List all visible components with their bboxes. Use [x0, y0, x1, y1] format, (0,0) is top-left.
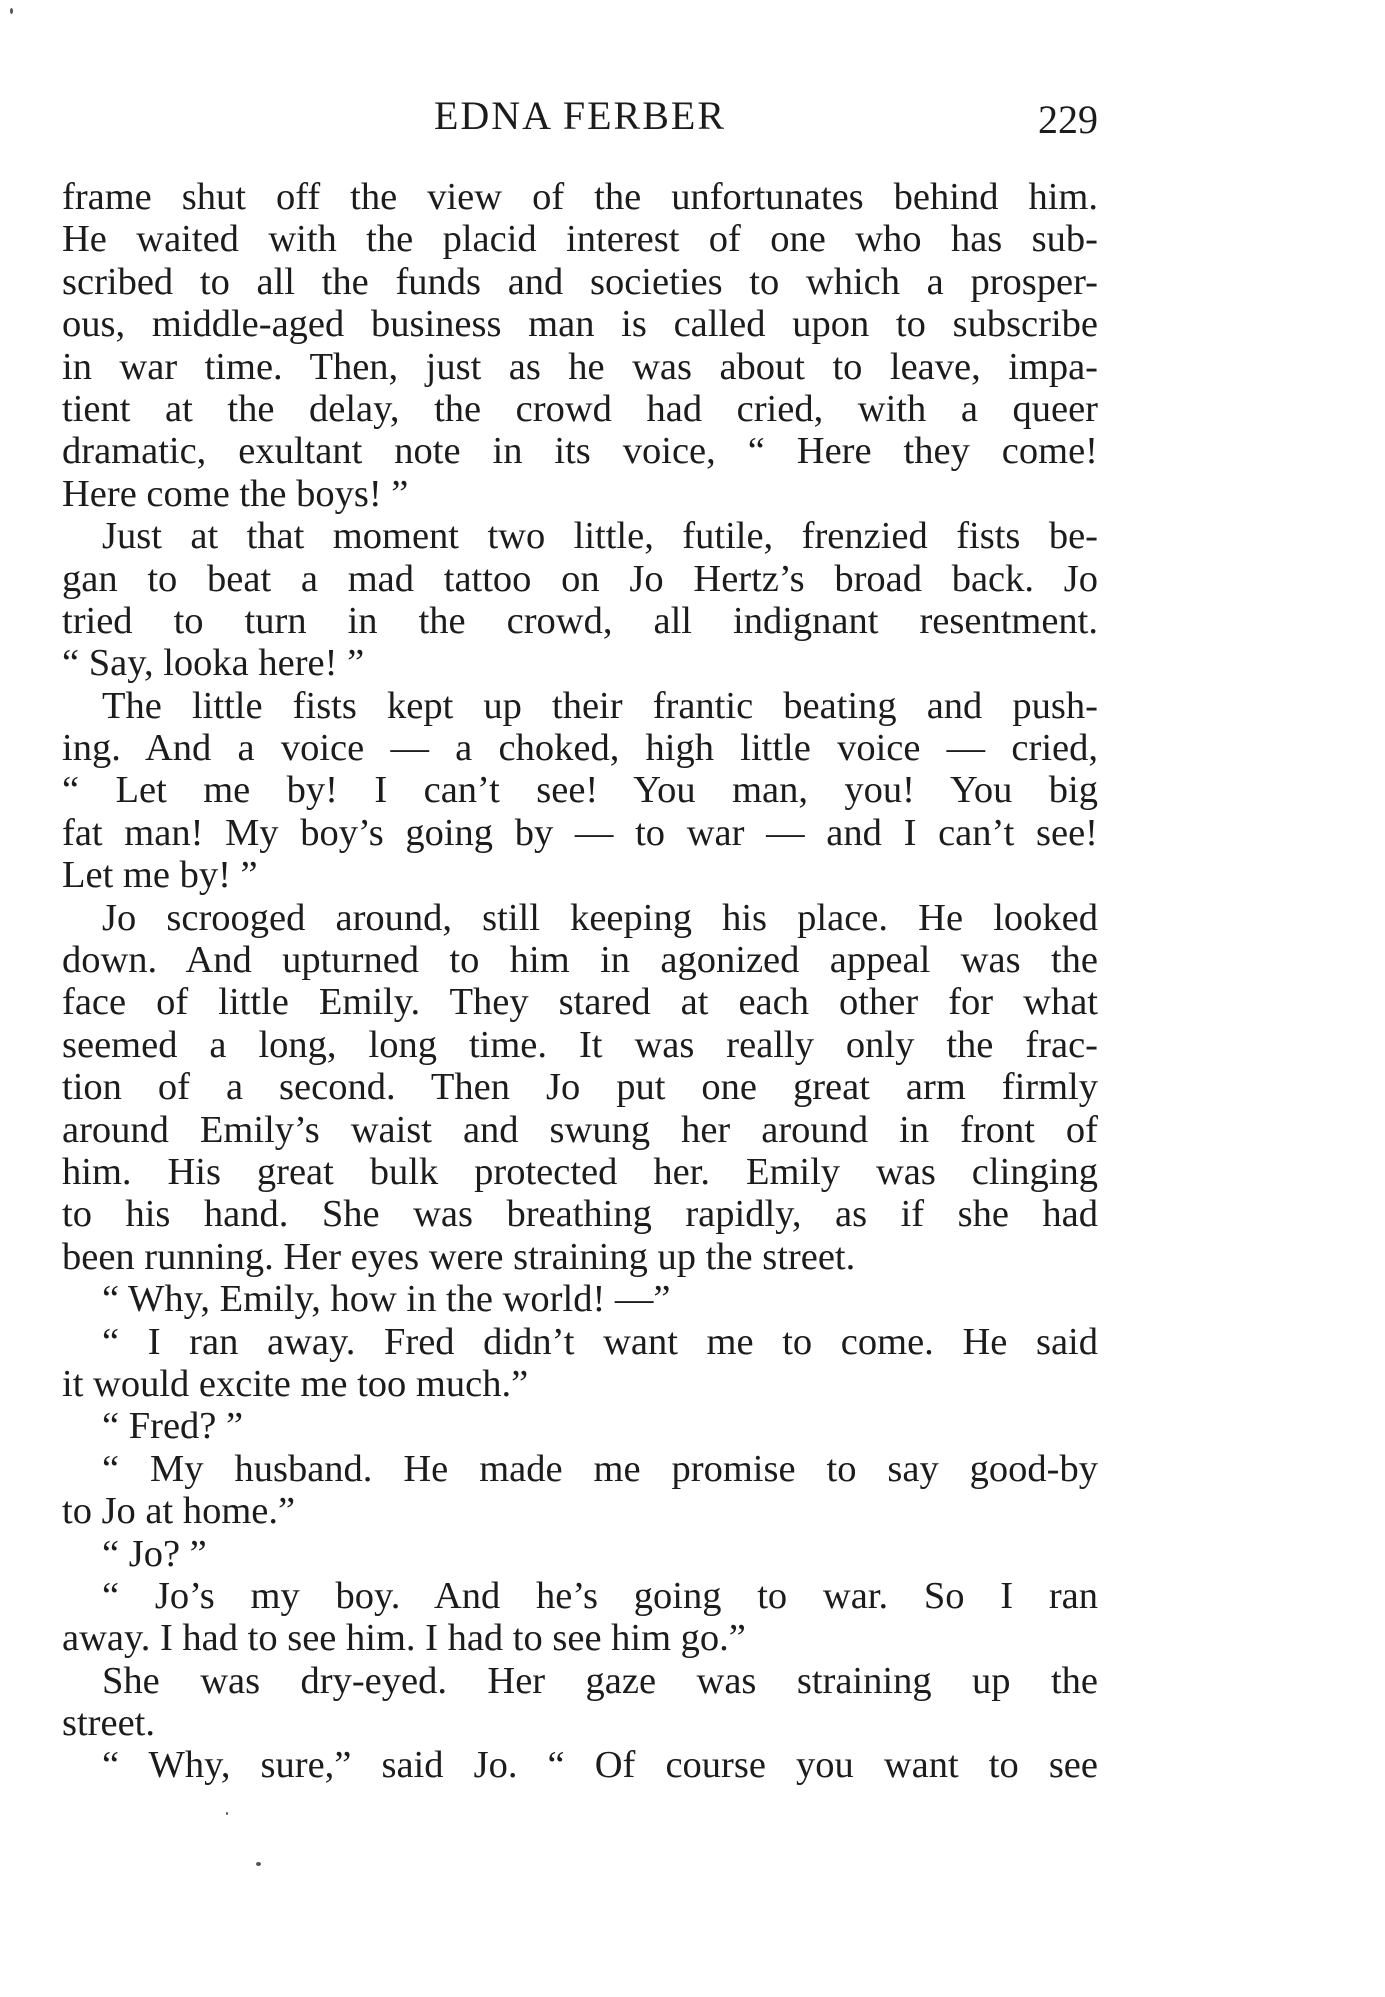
text-line: “ Jo’s my boy. And he’s going to war. So I ran — [102, 1574, 1098, 1617]
text-line: dramatic, exultant note in its voice, “ Here they come! — [62, 430, 1098, 473]
text-line: “ I ran away. Fred didn’t want me to come. He said — [102, 1320, 1098, 1363]
text-line: “ Jo? ” — [102, 1532, 207, 1575]
page-header — [62, 92, 1098, 148]
text-line: gan to beat a mad tattoo on Jo Hertz’s broad back. Jo — [62, 557, 1098, 600]
text-line: ing. And a voice — a choked, high little voice — cried, — [62, 727, 1098, 770]
text-line: ous, middle-aged business man is called upon to subscribe — [62, 303, 1098, 346]
text-line: He waited with the placid interest of one who has sub- — [62, 218, 1098, 261]
body-text — [62, 176, 1098, 1787]
text-line: fat man! My boy’s going by — to war — and I can’t see! — [62, 811, 1098, 854]
text-line: She was dry-eyed. Her gaze was straining up the — [102, 1659, 1098, 1702]
page-number: 229 — [1038, 97, 1098, 142]
text-line: tried to turn in the crowd, all indignant resentment. — [62, 599, 1098, 642]
text-line: Let me by! ” — [62, 854, 258, 897]
text-line: tion of a second. Then Jo put one great arm firmly — [62, 1066, 1098, 1109]
text-line: been running. Her eyes were straining up the street. — [62, 1235, 856, 1278]
text-line: street. — [62, 1702, 155, 1745]
text-line: Here come the boys! ” — [62, 472, 409, 515]
text-line: Just at that moment two little, futile, frenzied fists be- — [102, 515, 1098, 558]
running-head: EDNA FERBER — [433, 93, 727, 138]
text-line: to Jo at home.” — [62, 1490, 296, 1533]
text-line: scribed to all the funds and societies to which a prosper- — [62, 260, 1098, 303]
text-line: seemed a long, long time. It was really only the frac- — [62, 1023, 1098, 1066]
print-speck — [256, 1862, 261, 1866]
text-line: Jo scrooged around, still keeping his place. He looked — [102, 896, 1098, 939]
print-speck — [226, 1812, 228, 1815]
text-line: in war time. Then, just as he was about to leave, impa- — [62, 345, 1098, 388]
text-line: frame shut off the view of the unfortunates behind him. — [62, 176, 1098, 218]
text-line: to his hand. She was breathing rapidly, as if she had — [62, 1193, 1098, 1236]
text-line: “ Say, looka here! ” — [62, 642, 365, 685]
text-line: around Emily’s waist and swung her around in front of — [62, 1108, 1098, 1151]
text-line: The little fists kept up their frantic beating and push- — [102, 684, 1098, 727]
text-line: “ Let me by! I can’t see! You man, you! You big — [62, 769, 1098, 812]
text-line: “ Why, sure,” said Jo. “ Of course you want to see — [102, 1744, 1098, 1787]
text-line: tient at the delay, the crowd had cried, with a queer — [62, 387, 1098, 430]
print-speck — [10, 8, 13, 14]
text-line: “ My husband. He made me promise to say good-by — [102, 1447, 1098, 1490]
text-line: face of little Emily. They stared at each other for what — [62, 981, 1098, 1024]
text-line: down. And upturned to him in agonized appeal was the — [62, 939, 1098, 982]
text-line: “ Fred? ” — [102, 1405, 244, 1448]
text-line: “ Why, Emily, how in the world! —” — [102, 1278, 671, 1321]
text-line: away. I had to see him. I had to see him go.” — [62, 1617, 746, 1660]
text-line: it would excite me too much.” — [62, 1362, 529, 1405]
text-line: him. His great bulk protected her. Emily was clinging — [62, 1150, 1098, 1193]
